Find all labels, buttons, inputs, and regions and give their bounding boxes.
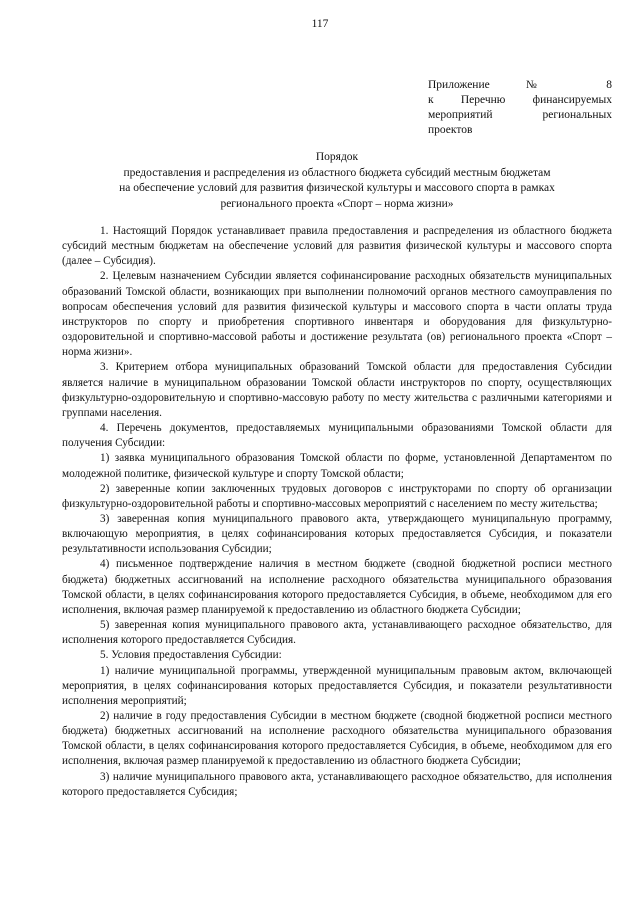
- paragraph: 3) наличие муниципального правового акта, устанавливающего расходное обязательство, для исполнения которого предоставляется Субсидия;: [62, 770, 612, 798]
- title-subtitle-line: регионального проекта «Спорт – норма жизни»: [220, 197, 454, 210]
- paragraph: 2) заверенные копии заключенных трудовых договоров с инструкторами по спорту об организации физкультурно-оздоровительной работы и спортивно-массовых мероприятий с населением по месту жительства;: [62, 482, 612, 510]
- paragraph: 5. Условия предоставления Субсидии:: [100, 649, 282, 662]
- document-body: [62, 224, 612, 800]
- appendix-line: к Перечню финансируемых: [428, 94, 612, 106]
- title-subtitle-line: предоставления и распределения из областного бюджета субсидий местным бюджетам: [123, 166, 551, 179]
- paragraph: 4. Перечень документов, предоставляемых муниципальными образованиями Томской области для получения Субсидии:: [62, 422, 612, 450]
- paragraph: 3. Критерием отбора муниципальных образований Томской области для предоставления Субсидии является наличие в муниципальном образовании Томской области инструкторов по спорту, осуществляющих физкультурно-оздоровительную и спортивно-массовую работу по месту жительства с различными категориями и группами населения.: [62, 361, 612, 419]
- appendix-line: проектов: [428, 124, 473, 136]
- paragraph: 1. Настоящий Порядок устанавливает правила предоставления и распределения из областного бюджета субсидий местным бюджетам на обеспечение условий для развития физической культуры и массового спорта (далее – Субсидия).: [62, 225, 612, 268]
- paragraph: 3) заверенная копия муниципального правового акта, утверждающего муниципальную программу, включающую мероприятия, в целях софинансирования которых предоставляется Субсидия, и показатели результативности использования Субсидии;: [62, 512, 612, 556]
- document-title: [62, 150, 612, 212]
- appendix-block: [428, 78, 612, 138]
- paragraph: 2. Целевым назначением Субсидии является софинансирование расходных обязательств муниципальных образований Томской области, возникающих при выполнении полномочий органов местного самоуправления по вопросам обеспечения условий для развития физической культуры и массового спорта в части оплаты труда инструкторов по спорту и приобретения спортивного инвентаря и оборудования для физкультурно-оздоровительной и спортивно-массовой работы и достижение результата (ов) регионального проекта «Спорт – норма жизни».: [62, 270, 612, 359]
- appendix-line: Приложение № 8: [428, 79, 612, 91]
- appendix-line: мероприятий региональных: [428, 109, 612, 121]
- page-number: 117: [311, 18, 329, 30]
- paragraph: 4) письменное подтверждение наличия в местном бюджете (сводной бюджетной росписи местного бюджета) бюджетных ассигнований на исполнение расходного обязательства муниципального образования Томской области, в целях софинансирования которого предоставляется Субсидия, в объеме, необходимом для его исполнения, включая размер планируемой к предоставлению из областного бюджета Субсидии;: [62, 558, 612, 616]
- title-subtitle-line: на обеспечение условий для развития физической культуры и массового спорта в рамках: [119, 182, 555, 194]
- paragraph: 1) наличие муниципальной программы, утвержденной муниципальным правовым актом, включающей мероприятия, в целях софинансирования которых предоставляется Субсидия, и показатели результативности исполнения мероприятий;: [62, 664, 612, 707]
- paragraph: 1) заявка муниципального образования Томской области по форме, установленной Департаментом по молодежной политике, физической культуре и спорту Томской области;: [62, 452, 612, 480]
- paragraph: 2) наличие в году предоставления Субсидии в местном бюджете (сводной бюджетной росписи местного бюджета) бюджетных ассигнований на исполнение расходного обязательства муниципального образования Томской области, в целях софинансирования которого предоставляется Субсидия, в объеме, необходимом для его исполнения, включая размер планируемой к предоставлению из областного бюджета Субсидии;: [62, 710, 612, 768]
- paragraph: 5) заверенная копия муниципального правового акта, устанавливающего расходное обязательство, для исполнения которого предоставляется Субсидия.: [62, 619, 612, 647]
- title-heading: Порядок: [315, 151, 359, 163]
